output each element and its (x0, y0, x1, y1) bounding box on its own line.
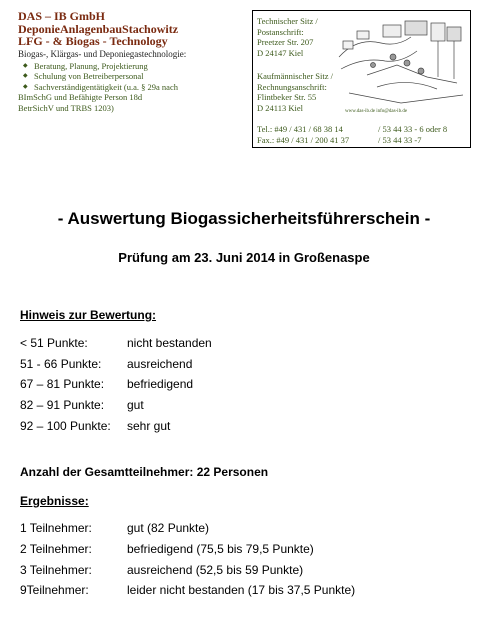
technical-site-address (257, 16, 318, 58)
participant-group: 9Teilnehmer: (20, 583, 89, 597)
result-grade: ausreichend (52,5 bis 59 Punkte) (127, 563, 304, 577)
address-line: Kaufmännischer Sitz / (257, 71, 334, 81)
address-line: D 24113 Kiel (257, 102, 303, 113)
fax-row (257, 135, 422, 146)
phone-number-alt: / 53 44 33 - 6 oder 8 (378, 124, 448, 134)
points-range: < 51 Punkte: (20, 336, 88, 350)
address-line: Flintbeker Str. 55 (257, 92, 317, 102)
participant-count: Anzahl der Gesamtteilnehmer: 22 Personen (20, 465, 269, 479)
result-row (20, 583, 356, 597)
rating-row (20, 398, 144, 412)
points-range: 82 – 91 Punkte: (20, 398, 105, 412)
service-item: ◆ Sachverständigentätigkeit (u.a. § 29a nach (18, 82, 250, 93)
grade: gut (127, 398, 144, 412)
participant-group: 2 Teilnehmer: (20, 542, 92, 556)
rating-row (20, 357, 193, 371)
points-range: 51 - 66 Punkte: (20, 357, 102, 371)
business-address (257, 71, 333, 113)
letterhead-company-block (18, 10, 250, 113)
phone-row (257, 124, 448, 135)
exam-date-subtitle: Prüfung am 23. Juni 2014 in Großenaspe (118, 250, 370, 265)
address-line: Preetzer Str. 207 (257, 37, 314, 47)
service-text: BImSchG und Befähigte Person 18d (18, 92, 143, 102)
services-list (18, 61, 250, 114)
fax-number: Fax.: #49 / 431 / 200 41 37 (257, 135, 350, 145)
company-technology: LFG - & Biogas - Technology (18, 34, 168, 48)
company-tagline: Biogas-, Klärgas- und Deponiegastechnologie: (18, 48, 187, 59)
fax-number-alt: / 53 44 33 -7 (378, 135, 422, 145)
service-item-continued (18, 92, 250, 103)
result-row (20, 563, 304, 577)
service-item: ◆ Beratung, Planung, Projektierung (18, 61, 250, 72)
grade: sehr gut (127, 419, 171, 433)
result-row (20, 542, 314, 556)
grade: ausreichend (127, 357, 193, 371)
rating-row (20, 336, 212, 350)
grade: befriedigend (127, 377, 194, 391)
company-subname: DeponieAnlagenbauStachowitz (18, 21, 179, 36)
service-item: ◆ Schulung von Betreiberpersonal (18, 71, 250, 82)
result-grade: befriedigend (75,5 bis 79,5 Punkte) (127, 542, 314, 556)
address-line: Technischer Sitz / (257, 16, 318, 26)
company-name: DAS – IB GmbH (18, 9, 106, 23)
grade: nicht bestanden (127, 336, 212, 350)
rating-row (20, 419, 171, 433)
result-grade: leider nicht bestanden (17 bis 37,5 Punkte) (127, 583, 356, 597)
address-line: D 24147 Kiel (257, 47, 304, 58)
points-range: 67 – 81 Punkte: (20, 377, 105, 391)
result-grade: gut (82 Punkte) (127, 521, 210, 535)
phone-number: Tel.: #49 / 431 / 68 38 14 (257, 124, 343, 134)
participant-group: 1 Teilnehmer: (20, 521, 92, 535)
address-line: Postanschrift: (257, 26, 304, 37)
address-line: Rechnungsanschrift: (257, 81, 327, 92)
rating-row (20, 377, 194, 391)
letterhead-contact-box (252, 10, 471, 148)
rating-heading: Hinweis zur Bewertung: (20, 308, 157, 322)
web-contact: www.das-ib.de info@das-ib.de (345, 109, 408, 114)
phone-fax-block (257, 124, 448, 146)
participant-group: 3 Teilnehmer: (20, 563, 92, 577)
biogas-plant-illustration (337, 17, 469, 109)
service-item-continued: BetrSichV und TRBS 1203) (18, 102, 114, 113)
result-row (20, 521, 210, 535)
points-range: 92 – 100 Punkte: (20, 419, 111, 433)
document-title: - Auswertung Biogassicherheitsführerschein - (57, 209, 431, 228)
results-heading: Ergebnisse: (20, 494, 89, 508)
